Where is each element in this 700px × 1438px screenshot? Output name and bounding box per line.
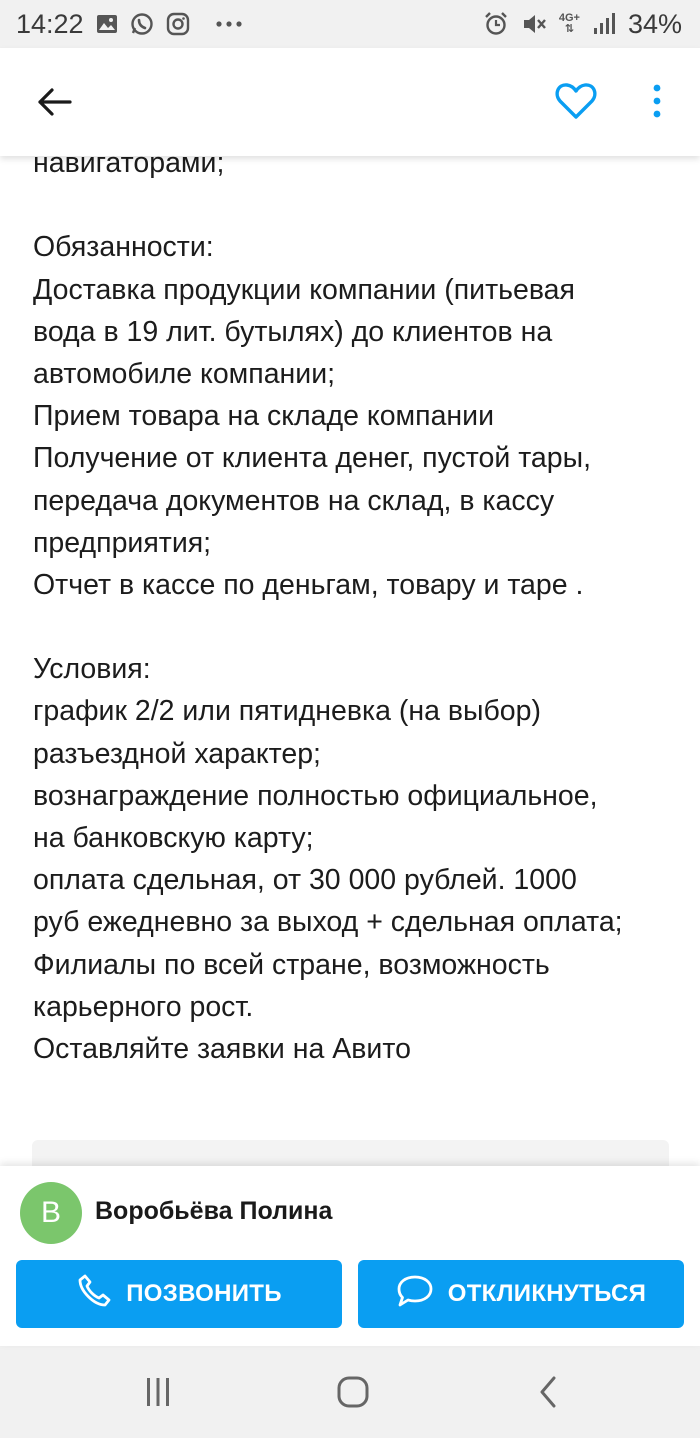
status-time: 14:22 bbox=[16, 8, 84, 39]
contact-panel bbox=[0, 1166, 700, 1346]
description-line: предприятия; bbox=[33, 526, 212, 559]
phone-icon bbox=[76, 1273, 112, 1316]
system-nav-bar bbox=[0, 1346, 700, 1438]
description-line: график 2/2 или пятидневка (на выбор) bbox=[33, 695, 541, 728]
call-button[interactable] bbox=[16, 1260, 342, 1328]
description-line: Условия: bbox=[33, 653, 151, 686]
network-icon: 4G+ ⇅ bbox=[558, 12, 580, 35]
top-app-bar bbox=[0, 48, 700, 156]
call-button-label: ПОЗВОНИТЬ bbox=[126, 1280, 282, 1307]
back-arrow-icon[interactable] bbox=[30, 80, 78, 124]
description-line: Прием товара на складе компании bbox=[33, 400, 495, 433]
seller-name[interactable]: Воробьёва Полина bbox=[95, 1197, 333, 1225]
signal-icon bbox=[592, 12, 616, 36]
description-line: руб ежедневно за выход + сдельная оплата; bbox=[33, 906, 623, 939]
description-line: Оставляйте заявки на Авито bbox=[33, 1032, 411, 1065]
description-line bbox=[33, 184, 683, 226]
description-line: на банковскую карту; bbox=[33, 822, 314, 854]
reply-button-label: ОТКЛИКНУТЬСЯ bbox=[447, 1280, 647, 1307]
instagram-icon bbox=[166, 12, 190, 36]
info-card[interactable] bbox=[32, 1140, 669, 1166]
status-bar bbox=[0, 0, 700, 48]
chat-bubble-icon bbox=[396, 1274, 434, 1315]
network-type: 4G+ bbox=[558, 12, 580, 24]
reply-button[interactable] bbox=[358, 1260, 684, 1328]
description-line: передача документов на склад, в кассу bbox=[33, 484, 555, 517]
description-line: Отчет в кассе по деньгам, товару и таре . bbox=[33, 568, 584, 601]
description-line: карьерного рост. bbox=[33, 990, 254, 1023]
description-line bbox=[33, 606, 683, 648]
battery-level: 34% bbox=[627, 8, 682, 39]
heart-icon[interactable] bbox=[553, 78, 599, 124]
description-line: разъездной характер; bbox=[33, 737, 321, 770]
description-line: вознаграждение полностью официальное, bbox=[33, 779, 598, 812]
avatar-letter: В bbox=[40, 1196, 61, 1229]
job-description bbox=[33, 156, 683, 1070]
kebab-menu-icon[interactable] bbox=[640, 78, 674, 124]
home-icon[interactable] bbox=[333, 1372, 373, 1412]
description-line: вода в 19 лит. бутылях) до клиентов на bbox=[33, 315, 553, 348]
back-icon[interactable] bbox=[528, 1372, 568, 1412]
mute-icon bbox=[521, 12, 547, 36]
avatar[interactable] bbox=[20, 1182, 82, 1244]
description-line: Получение от клиента денег, пустой тары, bbox=[33, 442, 592, 475]
description-line: автомобиле компании; bbox=[33, 357, 336, 390]
listing-content[interactable] bbox=[0, 156, 700, 1166]
description-line: Доставка продукции компании (питьевая bbox=[33, 273, 575, 306]
whatsapp-icon bbox=[130, 12, 154, 36]
gallery-icon bbox=[96, 14, 118, 34]
recent-apps-icon[interactable] bbox=[138, 1372, 178, 1412]
description-line: оплата сдельная, от 30 000 рублей. 1000 bbox=[33, 864, 577, 897]
alarm-icon bbox=[483, 11, 509, 37]
description-line: Филиалы по всей стране, возможность bbox=[33, 948, 550, 981]
more-dots-icon bbox=[216, 20, 242, 28]
description-line: навигаторами; bbox=[33, 156, 225, 179]
description-line: Обязанности: bbox=[33, 231, 214, 264]
